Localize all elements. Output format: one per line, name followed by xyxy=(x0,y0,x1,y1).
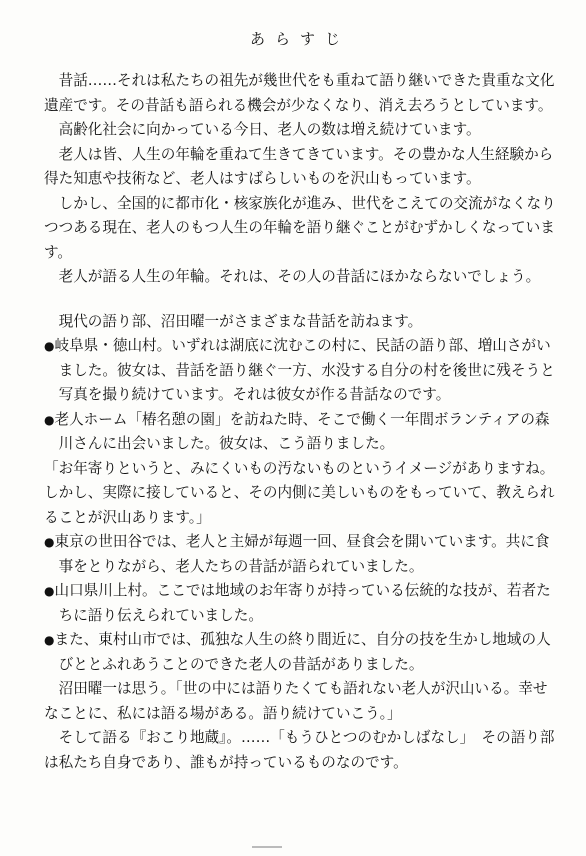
intro-paragraph: 高齢化社会に向かっている今日、老人の数は増え続けています。 xyxy=(58,121,481,138)
list-item xyxy=(44,334,556,408)
intro-paragraph: しかし、全国的に都市化・核家族化が進み、世代をこえての交流がなくなりつつある現在、老人のもつ人生の年輪を語り継ぐことがむずかしくなっています。 xyxy=(44,194,556,261)
bullet-icon: ● xyxy=(44,339,55,353)
bullet-icon: ● xyxy=(44,584,55,598)
list-item xyxy=(44,628,556,677)
bullet-icon: ● xyxy=(44,412,55,427)
list-item-text: 岐阜県・徳山村。いずれは湖底に沈むこの村に、民話の語り部、増山さがいました。彼女は、昔話を語り継ぐ一方、水没する自分の村を後世に残そうと写真を撮り続けています。それは彼女が作る昔話なのです。 xyxy=(54,337,555,403)
list-item-text: 山口県川上村。ここでは地域のお年寄りが持っている伝統的な技が、若者たちに語り伝えられていました。 xyxy=(54,582,551,624)
quote-paragraph: 「お年寄りというと、みにくいもの汚ないものというイメージがありますね。しかし、実際に接していると、その内側に美しいものをもっていて、教えられることが沢山あります。」 xyxy=(44,459,555,526)
list-item xyxy=(44,579,556,628)
list-item xyxy=(44,408,556,457)
closing-paragraph: 沼田曜一は思う。「世の中には語りたくても語れない老人が沢山いる。幸せなことに、私には語る場がある。語り続けていこう。」 xyxy=(44,680,548,722)
page-mark xyxy=(252,846,282,848)
lead-paragraph: 現代の語り部、沼田曜一がさまざまな昔話を訪ねます。 xyxy=(58,312,423,330)
list-item xyxy=(44,530,556,579)
closing-paragraph: そして語る『おこり地蔵』。……「もうひとつのむかしばなし」 その語り部は私たち自身であり、誰もが持っているものなのです。 xyxy=(44,729,555,771)
list-item-text: 老人ホーム「椿名憩の園」を訪ねた時、そこで働く一年間ボランティアの森川さんに出会いました。彼女は、こう語りました。 xyxy=(54,410,550,452)
bullet-icon: ● xyxy=(44,535,55,549)
list-item-text: 東京の世田谷では、老人と主婦が毎週一回、昼食会を開いています。共に食事をとりながら、老人たちの昔話が語られていました。 xyxy=(54,533,550,575)
intro-paragraph: 老人が語る人生の年輪。それは、その人の昔話にほかならないでしょう。 xyxy=(58,268,541,285)
list-item-text: また、東村山市では、孤独な人生の終り間近に、自分の技を生かし地域の人びととふれあうことのできた老人の昔話がありました。 xyxy=(54,631,551,673)
section-gap xyxy=(44,290,556,310)
intro-paragraph: 昔話……それは私たちの祖先が幾世代をも重ねて語り継いできた貴重な文化遺産です。その昔話も語られる機会が少なくなり、消え去ろうとしています。 xyxy=(44,72,555,114)
page-title: あらすじ xyxy=(249,30,350,48)
bullet-icon: ● xyxy=(44,633,55,647)
intro-paragraph: 老人は皆、人生の年輪を重ねて生きてきています。その豊かな人生経験から得た知恵や技術など、老人はすばらしいものを沢山もっています。 xyxy=(44,145,554,187)
